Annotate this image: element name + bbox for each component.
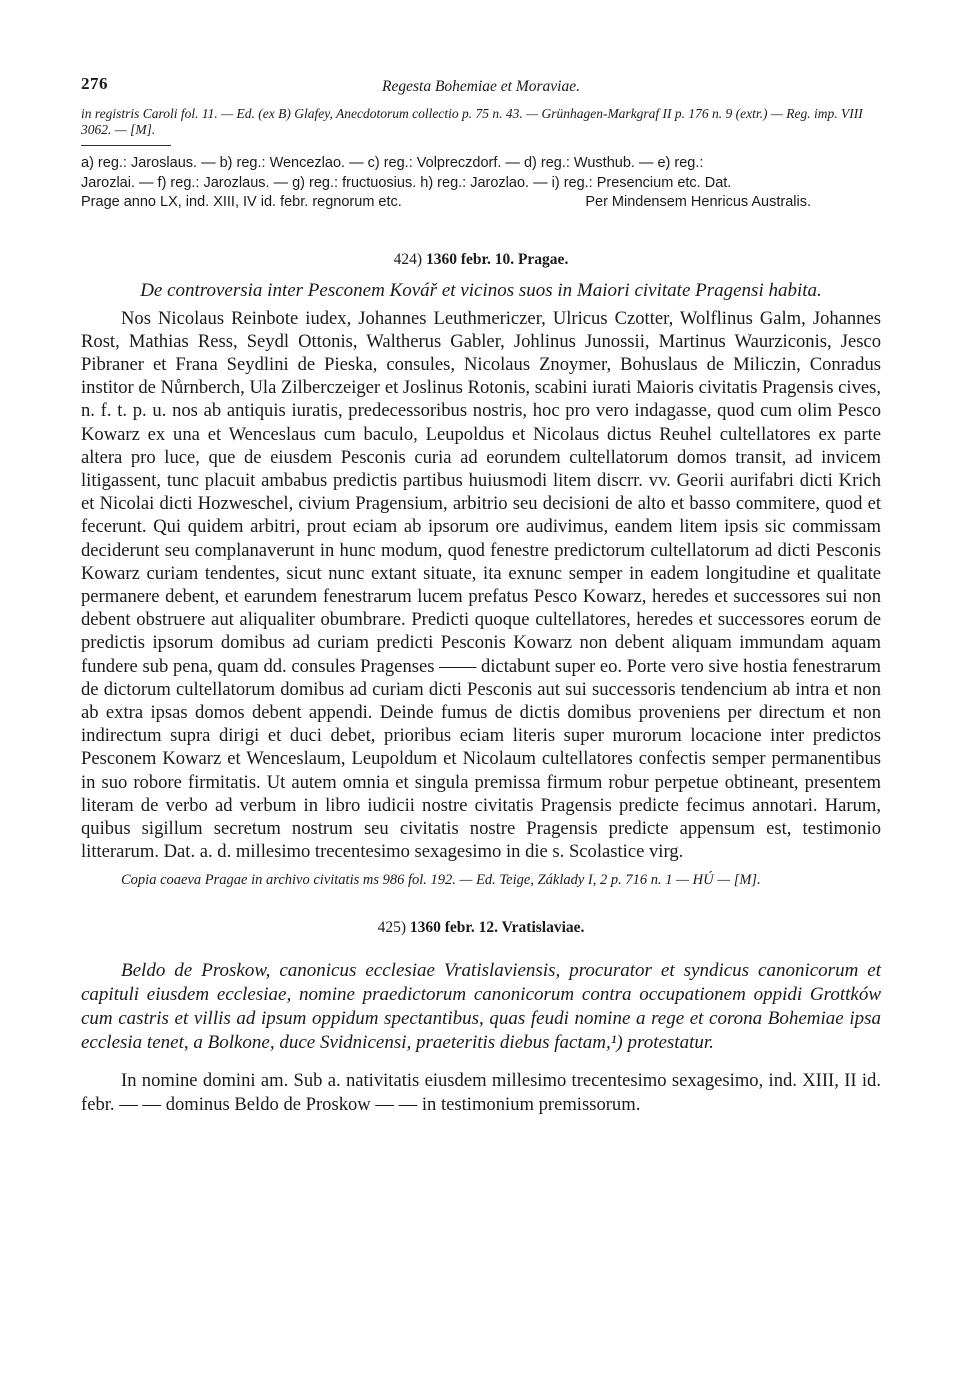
variants-chancery-note: Per Mindensem Henricus Australis. — [585, 194, 811, 210]
entry-424-regest: De controversia inter Pesconem Kovář et vicinos suos in Maiori civitate Pragensi habita. — [140, 279, 822, 301]
variants-line — [81, 193, 881, 213]
entry-424-body: Nos Nicolaus Reinbote iudex, Johannes Leuthmericzer, Ulricus Czotter, Wolflinus Galm, Johannes Rost, Mathias Ress, Seydl Ottonis, Waltherus Gabler, Johlinus Junossii, Martinus Waurziconis, Jesco Pibraner et Frana Seydlini de Pieska, consules, Nicolaus Znoymer, Bohuslaus de Miliczin, Conradus institor de Nůrnberch, Ula Zilberczeiger et Joslinus Rotonis, scabini iurati Maioris civitatis Pragensis cives, n. f. t. p. u. nos ab antiquis iuratis, predecessoribus nostris, hoc pro vero indagasse, quod cum olim Pesco Kowarz ex una et Wenceslaus cum baculo, Leupoldus et Nicolaus dictus Reuhel cultellatores ex parte altera pro luce, que de eiusdem Pesconis curia ad eorundem cultellatorum domos transit, ad invicem litigassent, tunc placuit ambabus predictis partibus huiusmodi litem discrr. vv. Georii aurifabri dicti Krich et Nicolai dicti Hozweschel, civium Pragensium, arbitrio seu decisioni de alto et basso commitere, quod et fecerunt. Qui quidem arbitri, prout eciam ab ipsorum ore audivimus, eandem litem ipsis sic commissam deciderunt seu complanaverunt in hunc modum, quod fenestre predictorum cultellatorum ad dicti Pesconis Kowarz curiam tendentes, sicut nunc extant situate, ita exnunc semper in eadem longitudine et qualitate permanere debent, et earundem fenestrarum lucem prefatus Pesco Kowarz, heredes et successores sui non debent obstruere aut aliqualiter obumbrare. Predicti quoque cultellatores, heredes et successores eorum de predictis ipsorum domibus ad curiam predicti Pesconis Kowarz non debent aliquam immundam aquam fundere sub pena, quam dd. consules Pragenses —— dictabunt super eo. Porte vero sive hostia fenestrarum de dictorum cultellatorum domibus ad curiam dicti Pesconis aut sui successoris tendencium ab intra et non ab extra ipsas domos debent appendi. Deinde fumus de dictis domibus proveniens per directum et non indirectum supra dirigi et duci debet, prioribus eciam literis super murorum locacione inter predictos Pesconem Kowarz et Wenceslaum, Leupoldum et Nicolaum cultellatores confectis semper permanentibus in suo robore firmitatis. Ut autem omnia et singula premissa firmum robur perpetue obtineant, presentem literam de verbo ad verbum in libro iudicii nostre civitatis Pragensis predicte fecimus annotari. Harum, quibus sigillum secretum nostrum seu civitatis nostre Pragensis predicte appensum est, testimonio litterarum. Dat. a. d. millesimo trecentesimo sexagesimo in die s. Scolastice virg. — [81, 307, 881, 863]
variants-line: Jarozlai. — f) reg.: Jarozlaus. — g) reg.: fructuosius. h) reg.: Jarozlao. — i) reg.: Presencium etc. Dat. — [81, 174, 732, 191]
variants-dating: Prage anno LX, ind. XIII, IV id. febr. regnorum etc. — [81, 194, 402, 210]
entry-425-number: 425) — [377, 919, 407, 937]
footnote-rule — [81, 145, 171, 146]
page-number: 276 — [81, 74, 108, 93]
running-title: Regesta Bohemiae et Moraviae. — [382, 78, 580, 95]
previous-entry-variants — [81, 154, 881, 213]
entry-424-number: 424) — [393, 250, 423, 268]
entry-424-copy-note: Copia coaeva Pragae in archivo civitatis ms 986 fol. 192. — Ed. Teige, Základy I, 2 p. 716 n. 1 — HÚ — [M]. — [121, 872, 761, 889]
previous-entry-source-note: in registris Caroli fol. 11. — Ed. (ex B) Glafey, Anecdotorum collectio p. 75 n. 43. — Grünhagen-Markgraf II p. 176 n. 9 (extr.) — Reg. imp. VIII 3062. — [M]. — [81, 106, 863, 137]
entry-425-heading — [81, 919, 881, 937]
entry-425-regest: Beldo de Proskow, canonicus ecclesiae Vratislaviensis, procurator et syndicus canonicorum et capituli eiusdem ecclesiae, nomine praedictorum canonicorum contra occupationem oppidi Grottków cum castris et villis ad ipsum oppidum spectantibus, quas feudi nomine a rege et corona Bohemiae ipsa ecclesia tenet, a Bolkone, duce Svidnicensi, praeteritis diebus factam,¹) protestatur. — [81, 960, 881, 1054]
variants-line: a) reg.: Jaroslaus. — b) reg.: Wencezlao. — c) reg.: Volpreczdorf. — d) reg.: Wusthub. — e) reg.: — [81, 155, 704, 171]
entry-424-heading — [81, 251, 881, 269]
entry-424-date: 1360 febr. 10. Pragae. — [425, 250, 569, 268]
entry-425-date: 1360 febr. 12. Vratislaviae. — [409, 919, 585, 937]
entry-425-body: In nomine domini am. Sub a. nativitatis eiusdem millesimo trecentesimo sexagesimo, ind. XIII, II id. febr. — — dominus Beldo de Proskow — — in testimonium premissorum. — [81, 1070, 881, 1115]
running-head — [81, 70, 881, 106]
document-page — [81, 70, 881, 1116]
